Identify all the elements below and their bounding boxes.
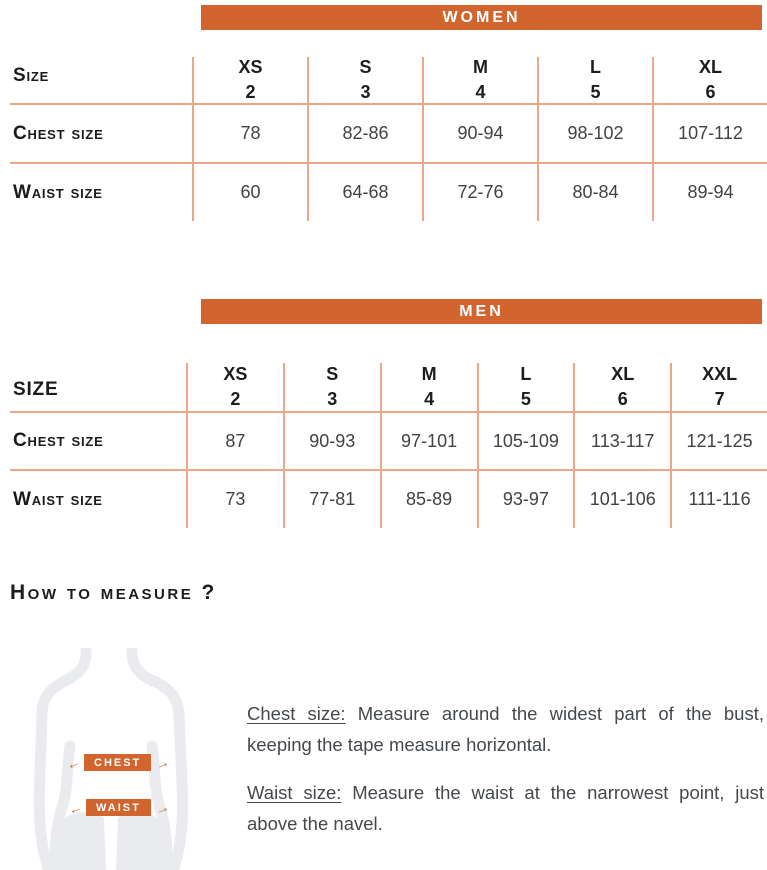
women-band: WOMEN (201, 5, 762, 30)
men-size-table (0, 299, 767, 528)
women-cell: 60 (192, 164, 307, 221)
men-band: MEN (201, 299, 762, 324)
women-cell: 78 (192, 105, 307, 162)
men-cell: 73 (186, 471, 283, 528)
chest-tag: CHEST (84, 754, 151, 771)
men-cell: 101-106 (573, 471, 670, 528)
size-letter: S (326, 364, 339, 384)
men-cell: 111-116 (670, 471, 767, 528)
women-cell: 64-68 (307, 164, 422, 221)
size-number: 2 (230, 389, 241, 409)
size-letter: XL (698, 57, 722, 77)
women-table-grid (0, 5, 767, 221)
men-column-header-xxl (670, 363, 767, 411)
men-cell: 77-81 (283, 471, 380, 528)
women-cell: 89-94 (652, 164, 767, 221)
men-gap (0, 324, 767, 343)
women-cell: 98-102 (537, 105, 652, 162)
size-letter: S (359, 57, 372, 77)
size-letter: L (590, 57, 601, 77)
men-size-label: SIZE (13, 379, 59, 400)
body-measurement-figure (10, 648, 240, 870)
women-gap (0, 30, 767, 45)
women-cell: 82-86 (307, 105, 422, 162)
women-size-table (0, 5, 767, 221)
men-column-header-s (283, 363, 380, 411)
men-row-label: Waist size (13, 488, 103, 510)
size-number: 3 (327, 389, 338, 409)
men-column-header-xl (573, 363, 670, 411)
size-number: 3 (360, 82, 371, 102)
women-column-header-s (307, 57, 422, 103)
men-table-grid (0, 299, 767, 528)
men-cell: 97-101 (380, 413, 477, 469)
size-letter: XL (611, 364, 635, 384)
men-cell: 121-125 (670, 413, 767, 469)
men-cell: 113-117 (573, 413, 670, 469)
size-number: 6 (705, 82, 716, 102)
women-column-header-m (422, 57, 537, 103)
men-cell: 105-109 (477, 413, 574, 469)
men-column-header-xs (186, 363, 283, 411)
size-letter: XS (238, 57, 263, 77)
women-cell: 90-94 (422, 105, 537, 162)
men-cell: 93-97 (477, 471, 574, 528)
size-letter: XXL (702, 364, 738, 384)
size-letter: M (421, 364, 437, 384)
size-letter: L (520, 364, 532, 384)
instruction-term: Chest size: (247, 703, 346, 724)
arrow-right-icon: → (152, 797, 172, 818)
waist-tag: WAIST (86, 799, 151, 816)
size-number: 2 (245, 82, 256, 102)
arrow-left-icon: ← (65, 797, 85, 818)
men-cell: 87 (186, 413, 283, 469)
instruction-paragraph: Waist size: Measure the waist at the narrowest point, just above the navel. (247, 782, 764, 834)
how-to-measure-title: How to measure ? (10, 581, 217, 604)
men-cell: 90-93 (283, 413, 380, 469)
women-column-header-l (537, 57, 652, 103)
women-row-label: Chest size (13, 122, 104, 144)
men-column-header-l (477, 363, 574, 411)
size-number: 7 (714, 389, 725, 409)
measure-instructions (247, 698, 764, 856)
men-row-label: Chest size (13, 430, 104, 451)
size-number: 6 (617, 389, 628, 409)
women-cell: 107-112 (652, 105, 767, 162)
arrow-right-icon: → (152, 752, 172, 773)
women-column-header-xl (652, 57, 767, 103)
instruction-term: Waist size: (247, 782, 342, 803)
women-row-label: Waist size (13, 181, 103, 203)
size-number: 5 (590, 82, 601, 102)
size-number: 4 (475, 82, 486, 102)
instruction-paragraph: Chest size: Measure around the widest part of the bust, keeping the tape measure horizontal. (247, 703, 764, 755)
men-cell: 85-89 (380, 471, 477, 528)
women-column-header-xs (192, 57, 307, 103)
size-letter: M (473, 57, 488, 77)
women-band-spacer (0, 5, 192, 30)
arrow-left-icon: ← (63, 752, 83, 773)
chest-tag-row (63, 752, 172, 773)
women-cell: 80-84 (537, 164, 652, 221)
size-letter: XS (223, 364, 248, 384)
men-column-header-m (380, 363, 477, 411)
waist-tag-row (65, 797, 172, 818)
women-cell: 72-76 (422, 164, 537, 221)
women-size-label: Size (13, 65, 50, 86)
size-number: 4 (424, 389, 435, 409)
men-band-spacer (0, 299, 186, 324)
size-number: 5 (520, 389, 531, 409)
